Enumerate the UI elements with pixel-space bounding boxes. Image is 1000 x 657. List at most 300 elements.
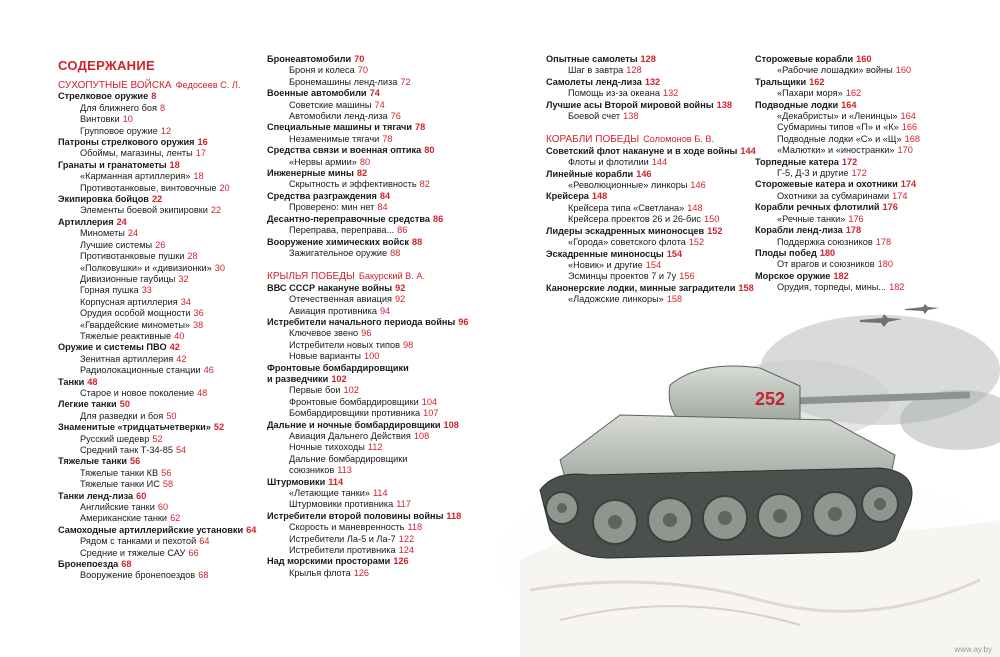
toc-column-4 xyxy=(755,54,965,294)
page-number: 50 xyxy=(119,399,130,410)
toc-entry-title: Крейсера проектов 26 и 26-бис xyxy=(568,214,701,225)
page-number: 113 xyxy=(337,465,352,476)
toc-entry-title: Радиолокационные станции xyxy=(80,365,201,376)
toc-entry-title: Опытные самолеты xyxy=(546,54,638,64)
toc-entry-title: Оружие и системы ПВО xyxy=(58,342,167,353)
toc-entry-title: Истребители новых типов xyxy=(289,339,400,350)
page-number: 180 xyxy=(877,259,893,270)
toc-subchapter xyxy=(755,259,965,270)
toc-entry-title: «Гвардейские минометы» xyxy=(80,319,191,330)
page-number: 22 xyxy=(210,205,222,216)
page-number: 162 xyxy=(845,88,862,99)
toc-subchapter xyxy=(58,502,248,513)
page-number: 24 xyxy=(116,216,127,227)
toc-entry-title: Специальные машины и тягачи xyxy=(267,122,413,133)
toc-subchapter xyxy=(267,568,462,579)
toc-entry-title: Элементы боевой экипировки xyxy=(80,205,208,216)
toc-entry-title: «Карманная артиллерия» xyxy=(80,171,191,182)
toc-entry-title: Русский шедевр xyxy=(80,433,150,444)
section-author: Федосеев С. Л. xyxy=(175,80,241,90)
toc-chapter xyxy=(267,122,462,133)
toc-entry-title: «Малютки» и «иностранки» xyxy=(777,145,895,156)
page-number: 40 xyxy=(174,330,185,341)
toc-entry-title: Над морскими просторами xyxy=(267,556,391,567)
page-number: 180 xyxy=(819,247,836,258)
page-number: 148 xyxy=(591,191,608,202)
toc-entry-title: Танки ленд-лиза xyxy=(58,490,134,501)
toc-chapter xyxy=(58,456,248,467)
toc-chapter xyxy=(546,100,736,111)
toc-entry-title: Сторожевые катера и охотники xyxy=(755,179,898,190)
toc-subchapter xyxy=(58,468,248,479)
toc-subchapter xyxy=(546,260,736,271)
toc-entry-title: Бронепоезда xyxy=(58,559,119,570)
toc-subchapter xyxy=(755,88,965,99)
toc-entry-title: Средние и тяжелые САУ xyxy=(80,547,186,558)
toc-subchapter xyxy=(267,442,462,453)
toc-entry-title: Десантно-переправочные средства xyxy=(267,213,430,224)
page-number: 60 xyxy=(136,490,147,501)
page-number: 176 xyxy=(882,202,898,213)
toc-entry-title: Легкие танки xyxy=(58,399,117,410)
toc-entry-title: Средний танк Т-34-85 xyxy=(80,445,173,455)
page-number: 8 xyxy=(159,102,166,113)
section-spacer xyxy=(267,259,462,269)
page-number: 72 xyxy=(400,76,411,87)
toc-column-3 xyxy=(546,54,756,306)
toc-entry-title: Самолеты ленд-лиза xyxy=(546,76,642,87)
page-number: 62 xyxy=(170,513,181,524)
page-number: 98 xyxy=(403,339,414,350)
toc-subchapter xyxy=(58,320,248,331)
page-number: 24 xyxy=(127,228,139,239)
toc-subchapter xyxy=(58,240,248,251)
toc-chapter xyxy=(546,249,736,260)
page-number: 162 xyxy=(809,76,825,87)
toc-column-2 xyxy=(267,54,469,579)
toc-subchapter xyxy=(755,237,965,248)
toc-entry-title: Средства разграждения xyxy=(267,190,377,201)
toc-chapter xyxy=(267,420,462,431)
toc-chapter xyxy=(546,191,736,202)
page-number: 80 xyxy=(359,156,371,167)
toc-entry-title: Сторожевые корабли xyxy=(755,54,854,64)
toc-chapter xyxy=(58,377,248,388)
toc-subchapter xyxy=(58,513,248,524)
toc-chapter xyxy=(58,491,248,502)
toc-entry-title: Стрелковое оружие xyxy=(58,91,149,102)
page-number: 38 xyxy=(193,319,204,330)
toc-entry-title: Зажигательное оружие xyxy=(289,247,388,258)
toc-entry-title: Фронтовые бомбардировщики xyxy=(267,362,409,373)
toc-subchapter xyxy=(267,431,462,442)
toc-subchapter xyxy=(58,365,248,376)
toc-entry-title: и разведчики xyxy=(267,373,329,384)
toc-subchapter xyxy=(58,536,248,547)
page-number: 170 xyxy=(897,145,913,156)
toc-entry-title: Крейсера типа «Светлана» xyxy=(568,202,685,213)
toc-entry-title: Истребители противника xyxy=(289,545,396,556)
page-number: 68 xyxy=(198,570,209,581)
page-number: 33 xyxy=(141,285,152,296)
page-number: 118 xyxy=(446,510,462,521)
page-number: 64 xyxy=(246,524,257,535)
toc-entry-title: Авиация противника xyxy=(289,305,377,316)
toc-chapter xyxy=(755,157,965,168)
toc-entry-title: «Революционные» линкоры xyxy=(568,180,688,191)
toc-subchapter xyxy=(267,134,462,145)
page-number: 174 xyxy=(900,179,917,190)
page-number: 164 xyxy=(900,111,916,122)
page-number: 96 xyxy=(458,316,469,327)
page-number: 160 xyxy=(895,65,912,76)
page-number: 84 xyxy=(377,202,388,213)
page-number: 12 xyxy=(160,125,172,136)
page-number: 154 xyxy=(645,259,662,270)
page-number: 178 xyxy=(845,225,862,236)
toc-subchapter xyxy=(755,65,965,76)
toc-entry-title: «Новик» и другие xyxy=(568,259,643,270)
toc-subchapter xyxy=(546,237,736,248)
page-number: 150 xyxy=(703,214,720,225)
page-number: 182 xyxy=(833,270,849,281)
toc-entry-title: союзников xyxy=(289,465,335,476)
contents-title: СОДЕРЖАНИЕ xyxy=(58,58,155,73)
toc-entry-title: «Ладожские линкоры» xyxy=(568,294,664,305)
toc-subchapter xyxy=(58,126,248,137)
toc-entry-title: Новые варианты xyxy=(289,351,362,362)
page-number: 54 xyxy=(175,445,187,455)
toc-chapter xyxy=(267,191,462,202)
page-number: 126 xyxy=(353,567,370,578)
toc-entry-title: Вооружение химических войск xyxy=(267,236,409,247)
toc-entry-title: Экипировка бойцов xyxy=(58,194,149,205)
toc-subchapter xyxy=(755,191,965,202)
toc-entry-title: Вооружение бронепоездов xyxy=(80,570,196,581)
toc-subchapter xyxy=(267,534,462,545)
toc-entry-title: «Речные танки» xyxy=(777,213,846,224)
toc-entry-title: Орудия, торпеды, мины... xyxy=(777,282,887,293)
toc-entry-title: Тяжелые танки ИС xyxy=(80,479,160,490)
toc-entry-title: КОРАБЛИ ПОБЕДЫ xyxy=(546,134,640,146)
page-number: 100 xyxy=(364,351,380,362)
toc-chapter xyxy=(267,556,462,567)
page-number: 16 xyxy=(197,137,208,148)
toc-chapter xyxy=(755,179,965,190)
toc-entry-title: Помощь из-за океана xyxy=(568,88,660,99)
page-number: 148 xyxy=(687,202,703,213)
toc-subchapter xyxy=(58,479,248,490)
toc-subchapter xyxy=(267,77,462,88)
page-number: 154 xyxy=(666,248,683,259)
toc-subchapter xyxy=(267,100,462,111)
toc-entry-title: Английские танки xyxy=(80,502,155,513)
toc-section-heading xyxy=(58,80,248,91)
toc-chapter xyxy=(58,342,248,353)
toc-entry-title: Истребители начального периода войны xyxy=(267,316,456,327)
page-number: 164 xyxy=(841,99,857,110)
toc-entry-title: Знаменитые «тридцатьчетверки» xyxy=(58,422,211,433)
toc-entry-title: Советские машины xyxy=(289,99,372,110)
toc-entry-title: Бронемашины ленд-лиза xyxy=(289,76,398,87)
page-number: 20 xyxy=(219,182,230,193)
page-number: 42 xyxy=(176,353,187,364)
toc-entry-title: Орудия особой мощности xyxy=(80,308,191,319)
page-number: 114 xyxy=(372,488,388,499)
toc-subchapter xyxy=(267,157,462,168)
toc-subchapter xyxy=(546,65,736,76)
toc-chapter xyxy=(267,54,462,65)
toc-entry-title: ВВС СССР накануне войны xyxy=(267,282,393,293)
toc-subchapter xyxy=(546,271,736,282)
toc-chapter xyxy=(267,168,462,179)
toc-entry-title: Крейсера xyxy=(546,191,589,202)
toc-chapter xyxy=(267,283,462,294)
toc-entry-title: Тральщики xyxy=(755,76,807,87)
page-number: 124 xyxy=(398,545,414,556)
page-number: 114 xyxy=(328,476,344,487)
toc-entry-title: Переправа, переправа... xyxy=(289,225,395,236)
toc-entry-title: Тяжелые реактивные xyxy=(80,330,172,341)
page-number: 86 xyxy=(397,225,408,236)
toc-entry-title: Ключевое звено xyxy=(289,328,359,339)
toc-chapter xyxy=(58,194,248,205)
page-number: 50 xyxy=(166,410,177,421)
page-number: 18 xyxy=(169,159,180,170)
toc-entry-title: КРЫЛЬЯ ПОБЕДЫ xyxy=(267,271,355,283)
page-number: 104 xyxy=(421,396,438,407)
page-number: 158 xyxy=(666,294,683,305)
page-number: 86 xyxy=(433,213,444,224)
toc-subchapter xyxy=(58,228,248,239)
toc-subchapter xyxy=(267,65,462,76)
toc-chapter xyxy=(267,214,462,225)
page-number: 156 xyxy=(679,271,695,282)
toc-entry-title: Скрытность и эффективность xyxy=(289,179,417,190)
toc-subchapter xyxy=(58,263,248,274)
toc-chapter xyxy=(755,225,965,236)
toc-chapter xyxy=(58,422,248,433)
toc-subchapter xyxy=(267,202,462,213)
toc-subchapter xyxy=(267,408,462,419)
toc-entry-title: Бронеавтомобили xyxy=(267,54,352,64)
toc-entry-title: Танки xyxy=(58,376,85,387)
toc-entry-title: Истребители Ла-5 и Ла-7 xyxy=(289,533,396,544)
toc-entry-title: Старое и новое поколение xyxy=(80,387,195,398)
toc-entry-title: Автомобили ленд-лиза xyxy=(289,111,388,122)
page-number: 64 xyxy=(199,536,210,547)
page-number: 152 xyxy=(688,237,705,248)
turret-number: 252 xyxy=(755,389,786,409)
toc-entry-title: Незаменимые тягачи xyxy=(289,133,380,144)
toc-entry-title: Штурмовики противника xyxy=(289,499,394,510)
toc-subchapter xyxy=(58,274,248,285)
toc-entry-title: Линейные корабли xyxy=(546,168,634,179)
page-number: 152 xyxy=(707,225,723,236)
toc-subchapter xyxy=(267,351,462,362)
toc-entry-title: Скорость и маневренность xyxy=(289,522,405,533)
toc-entry-title: Дальние бомбардировщики xyxy=(289,453,408,464)
section-spacer xyxy=(546,122,736,132)
toc-chapter xyxy=(267,477,462,488)
toc-subchapter xyxy=(267,111,462,122)
page-number: 178 xyxy=(875,236,892,247)
toc-entry-title: Для ближнего боя xyxy=(80,102,157,113)
toc-subchapter xyxy=(267,454,462,465)
page-number: 166 xyxy=(901,122,918,133)
section-author: Бакурский В. А. xyxy=(358,271,426,282)
toc-subchapter xyxy=(546,157,736,168)
toc-chapter xyxy=(755,54,965,65)
toc-subchapter xyxy=(58,183,248,194)
toc-entry-title: Корабли ленд-лиза xyxy=(755,225,843,236)
toc-entry-title: Военные автомобили xyxy=(267,88,367,99)
toc-chapter xyxy=(546,226,736,237)
page-number: 48 xyxy=(87,376,98,387)
page-number: 22 xyxy=(151,194,163,205)
toc-subchapter xyxy=(58,331,248,342)
page-number: 30 xyxy=(214,262,225,273)
page-number: 70 xyxy=(357,65,368,76)
page-number: 138 xyxy=(716,99,732,110)
toc-entry-title: Субмарины типов «П» и «К» xyxy=(777,122,899,133)
toc-subchapter xyxy=(58,205,248,216)
toc-entry-title: Торпедные катера xyxy=(755,156,839,167)
page-number: 96 xyxy=(361,328,372,339)
page-number: 78 xyxy=(415,122,426,133)
toc-subchapter xyxy=(546,180,736,191)
toc-chapter xyxy=(755,248,965,259)
toc-subchapter xyxy=(267,397,462,408)
toc-entry-title: Тяжелые танки КВ xyxy=(80,467,159,478)
toc-entry-title: Охотники за субмаринами xyxy=(777,190,890,201)
toc-entry-title: Лучшие асы Второй мировой войны xyxy=(546,99,714,110)
toc-entry-title: Крылья флота xyxy=(289,567,351,578)
page-number: 144 xyxy=(740,145,756,156)
toc-entry-title: Боевой счет xyxy=(568,111,621,122)
page-number: 17 xyxy=(195,148,206,159)
toc-entry-title: «Декабристы» и «Ленинцы» xyxy=(777,111,898,122)
toc-chapter xyxy=(546,77,736,88)
toc-subchapter xyxy=(267,499,462,510)
page-number: 58 xyxy=(162,479,174,490)
page-number: 76 xyxy=(390,111,401,122)
toc-entry-title: Поддержка союзников xyxy=(777,236,873,247)
toc-subchapter xyxy=(267,225,462,236)
page-number: 108 xyxy=(443,419,459,430)
page-number: 46 xyxy=(203,365,214,376)
toc-entry-title: Лидеры эскадренных миноносцев xyxy=(546,225,705,236)
page-number: 94 xyxy=(379,305,391,316)
toc-chapter xyxy=(267,88,462,99)
toc-chapter xyxy=(267,363,462,374)
toc-entry-title: Подводные лодки «С» и «Щ» xyxy=(777,133,902,144)
toc-entry-title: «Рабочие лошадки» войны xyxy=(777,65,893,76)
page-number: 66 xyxy=(188,547,199,558)
toc-chapter xyxy=(267,374,462,385)
toc-subchapter xyxy=(755,111,965,122)
toc-subchapter xyxy=(267,465,462,476)
toc-entry-title: «Полковушки» и «дивизионки» xyxy=(80,262,212,273)
page-number: 56 xyxy=(161,467,172,478)
toc-subchapter xyxy=(267,385,462,396)
toc-subchapter xyxy=(267,340,462,351)
page-number: 78 xyxy=(382,133,393,144)
toc-chapter xyxy=(58,137,248,148)
toc-subchapter xyxy=(58,297,248,308)
toc-subchapter xyxy=(58,148,248,159)
toc-entry-title: «Нервы армии» xyxy=(289,156,357,167)
toc-entry-title: От врагов и союзников xyxy=(777,259,875,270)
toc-chapter xyxy=(58,91,248,102)
toc-subchapter xyxy=(267,328,462,339)
toc-subchapter xyxy=(755,134,965,145)
toc-subchapter xyxy=(58,114,248,125)
page-number: 52 xyxy=(213,422,225,433)
toc-subchapter xyxy=(546,203,736,214)
toc-subchapter xyxy=(267,248,462,259)
page-number: 174 xyxy=(892,190,908,201)
page-number: 117 xyxy=(396,499,411,510)
toc-subchapter xyxy=(58,434,248,445)
toc-entry-title: Патроны стрелкового оружия xyxy=(58,137,195,148)
toc-entry-title: Артиллерия xyxy=(58,216,114,227)
toc-subchapter xyxy=(58,308,248,319)
toc-entry-title: Винтовки xyxy=(80,114,120,125)
toc-section-heading xyxy=(267,271,462,282)
section-author: Соломонов Б. В. xyxy=(643,134,715,145)
page-number: 182 xyxy=(889,282,905,293)
toc-subchapter xyxy=(58,285,248,296)
page-number: 102 xyxy=(343,385,359,396)
page-number: 10 xyxy=(122,114,133,125)
toc-subchapter xyxy=(58,103,248,114)
page-number: 107 xyxy=(423,408,439,419)
watermark: www.ay.by xyxy=(954,645,992,654)
toc-entry-title: Первые бои xyxy=(289,385,341,396)
toc-entry-title: Обоймы, магазины, ленты xyxy=(80,148,193,159)
page-number: 108 xyxy=(413,431,430,441)
toc-subchapter xyxy=(755,122,965,133)
page-number: 168 xyxy=(904,133,920,144)
toc-entry-title: Тяжелые танки xyxy=(58,456,127,467)
toc-subchapter xyxy=(58,388,248,399)
toc-entry-title: Корпусная артиллерия xyxy=(80,296,178,307)
toc-subchapter xyxy=(755,214,965,225)
toc-entry-title: Г-5, Д-3 и другие xyxy=(777,168,849,179)
page-number: 144 xyxy=(651,157,668,168)
toc-chapter xyxy=(58,559,248,570)
toc-entry-title: Бомбардировщики противника xyxy=(289,408,421,419)
toc-entry-title: Шаг в завтра xyxy=(568,65,624,76)
toc-entry-title: Горная пушка xyxy=(80,285,139,296)
toc-subchapter xyxy=(267,306,462,317)
toc-entry-title: Проверено: мин нет xyxy=(289,202,375,213)
page-number: 74 xyxy=(374,99,385,110)
toc-entry-title: «Пахари моря» xyxy=(777,88,843,99)
page-number: 8 xyxy=(151,91,157,102)
page-number: 176 xyxy=(848,213,864,224)
toc-entry-title: Дальние и ночные бомбардировщики xyxy=(267,419,441,430)
page-number: 146 xyxy=(690,180,706,191)
page-number: 80 xyxy=(424,145,435,156)
toc-entry-title: Инженерные мины xyxy=(267,168,354,179)
toc-subchapter xyxy=(267,522,462,533)
toc-subchapter xyxy=(546,88,736,99)
toc-entry-title: Минометы xyxy=(80,228,125,239)
page-number: 28 xyxy=(187,251,198,262)
toc-column-1 xyxy=(58,78,257,582)
